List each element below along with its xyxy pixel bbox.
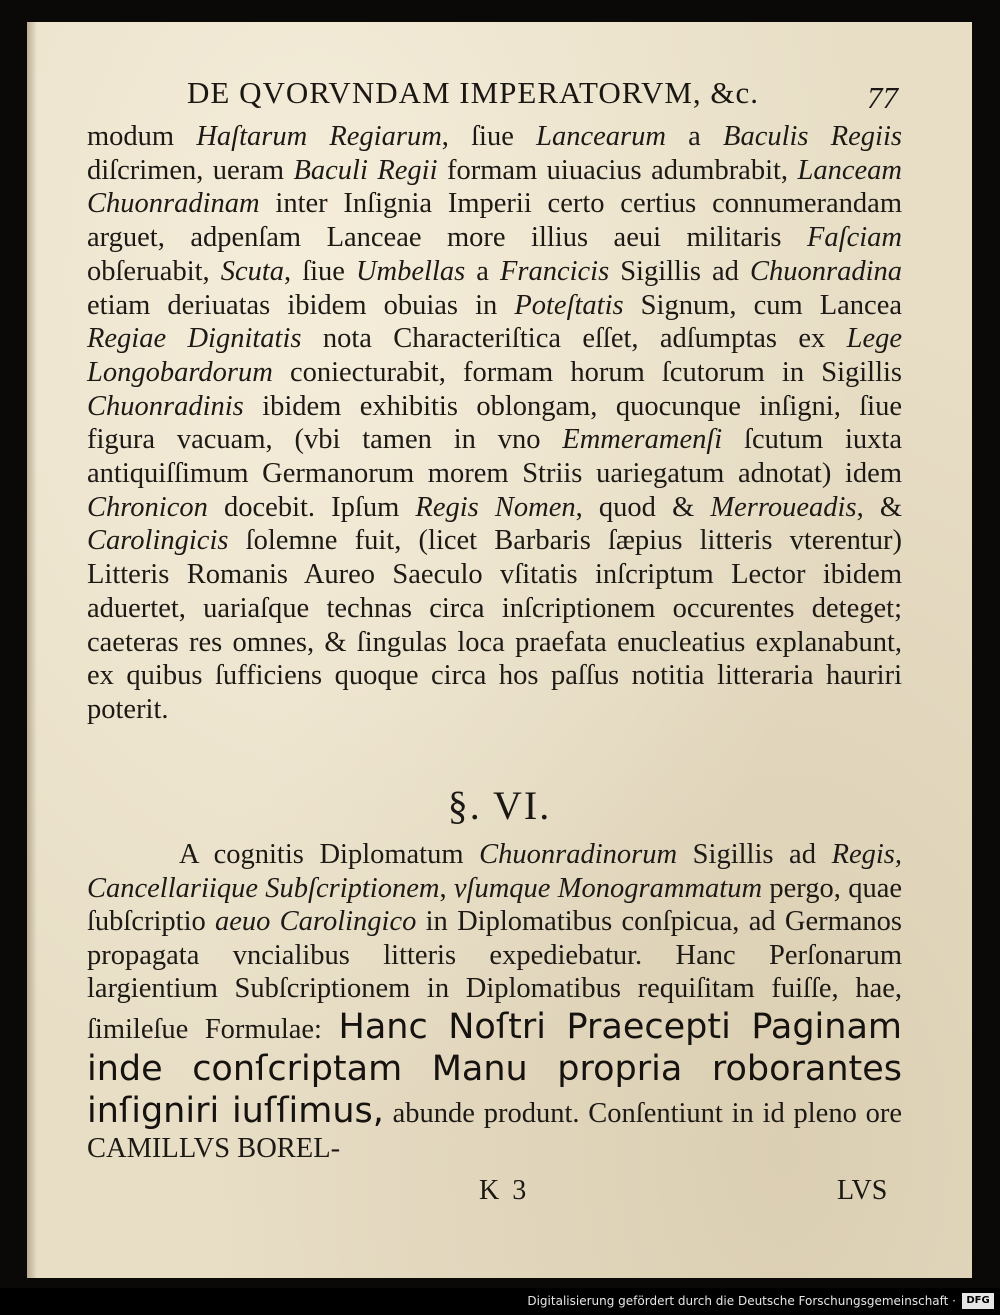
italic-run: Lancearum <box>536 121 666 152</box>
text-run: , ſiue <box>441 121 537 152</box>
italic-run: Lege Longobardorum <box>87 323 903 388</box>
text-run: Signum, cum Lancea <box>623 289 902 321</box>
digitization-footer-bar <box>0 1288 1000 1315</box>
book-page <box>27 22 972 1278</box>
text-run: , ſiue <box>284 255 356 287</box>
text-run: ibidem exhibitis oblongam, quocunque inſigni, ſiue figura vacuam, (vbi tamen in vno <box>87 390 902 456</box>
text-run: a <box>665 121 724 152</box>
page-edge-shadow <box>27 22 37 1278</box>
italic-run: Chuonradinis <box>87 390 244 422</box>
italic-run: Chronicon <box>87 491 208 523</box>
italic-run: Haſtarum Regiarum <box>196 121 442 152</box>
text-run: A cognitis Diplomatum <box>179 839 480 870</box>
text-run: diſcrimen, ueram <box>87 154 294 186</box>
text-run: inter Inſignia Imperii certo certius connumerandam arguet, adpenſam Lanceae more illius aeui militaris <box>87 188 902 254</box>
text-run: in Diplomatibus conſpicua, ad Germanos propagata vncialibus litteris expediebatur. Hanc Perſonarum largientium Subſcriptionem in Diplomatibus requiſitam fuiſſe, hae, ſimileſue Formulae: <box>87 906 902 1045</box>
italic-run: Scuta <box>220 255 285 287</box>
text-run: , quod & <box>575 491 711 523</box>
italic-run: vſumque Monogrammatum <box>453 872 763 904</box>
text-run: a <box>465 255 500 287</box>
text-run: etiam deriuatas ibidem obuias in <box>87 289 515 321</box>
text-run: abunde produnt. Conſentiunt in id pleno ore CAMILLVS BOREL- <box>87 1097 902 1164</box>
italic-run: Regiae Dignitatis <box>87 323 302 355</box>
text-run: coniecturabit, formam horum ſcutorum in Sigillis <box>272 356 902 388</box>
text-run: pergo, quae ſubſcriptio <box>87 872 902 938</box>
italic-run: Umbellas <box>355 255 466 287</box>
italic-run: Regis Nomen <box>415 491 576 523</box>
text-run: , <box>439 872 454 904</box>
italic-run: Francicis <box>499 255 610 287</box>
text-run: nota Characteriſtica eſſet, adſumptas ex <box>301 323 847 355</box>
italic-run: Baculis Regiis <box>723 121 902 152</box>
italic-run: Lanceam Chuonradinam <box>87 154 902 220</box>
text-run: Sigillis ad <box>609 255 750 287</box>
text-run: modum <box>87 121 197 152</box>
text-run: ſcutum iuxta antiquiſſimum Germanorum morem Striis uariegatum adnotat) idem <box>87 424 903 490</box>
paragraph-1 <box>87 120 902 727</box>
dfg-logo: DFG <box>962 1293 994 1309</box>
italic-run: aeuo Carolingico <box>215 906 417 938</box>
signature-mark: K 3 <box>479 1175 530 1206</box>
digitization-notice: Digitalisierung gefördert durch die Deutsche Forschungsgemeinschaft · <box>527 1294 956 1308</box>
text-run: obſeruabit, <box>87 255 221 287</box>
paragraph-2 <box>87 838 902 1166</box>
formula-text: Hanc Noſtri Praecepti Paginam inde conſcriptam Manu propria roborantes inſigniri iuſſimus, <box>87 1006 902 1131</box>
italic-run: Poteſtatis <box>514 289 624 321</box>
italic-run: Carolingicis <box>87 525 229 557</box>
italic-run: Merroueadis <box>710 491 857 523</box>
section-heading: §. VI. <box>447 783 552 828</box>
italic-run: Baculi Regii <box>293 154 438 186</box>
italic-run: Emmeramenſi <box>562 424 723 456</box>
text-run: docebit. Ipſum <box>207 491 416 523</box>
italic-run: Regis, Cancellariique Subſcriptionem <box>87 839 903 904</box>
italic-run: Faſciam <box>807 222 902 254</box>
running-head: DE QVORVNDAM IMPERATORVM, &c. <box>187 75 760 110</box>
text-run: Sigillis ad <box>677 839 832 870</box>
catchword: LVS <box>837 1175 888 1206</box>
italic-run: Chuonradinorum <box>479 839 678 870</box>
text-run: ſolemne fuit, (licet Barbaris ſæpius litteris vterentur) Litteris Romanis Aureo Saeculo vſitatis inſcriptum Lector ibidem aduertet, uariaſque technas circa inſcriptionem occurentes deteget; caeteras res omnes, & ſingulas loca praefata enucleatius explanabunt, ex quibus ſufficiens quoque circa hos paſſus notitia litteraria hauriri poterit. <box>87 525 902 725</box>
italic-run: Chuonradina <box>749 255 902 287</box>
page-number: 77 <box>867 80 898 115</box>
text-run: , & <box>856 491 903 523</box>
text-run: formam uiuacius adumbrabit, <box>437 154 798 186</box>
